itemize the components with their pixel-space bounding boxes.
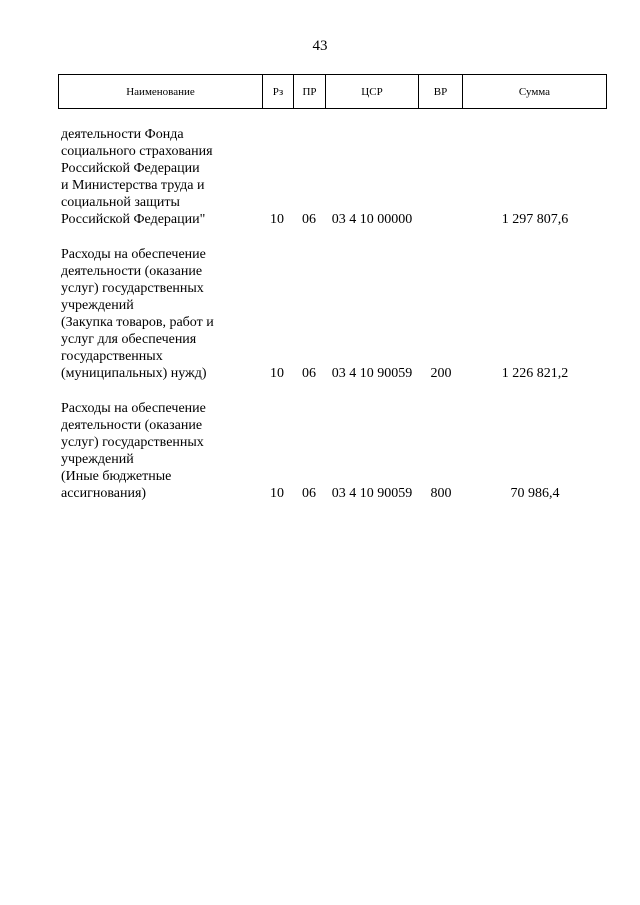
table-header	[58, 74, 607, 109]
row-pr: 06	[302, 366, 316, 381]
row-sum: 1 226 821,2	[501, 366, 569, 381]
row-vr: 800	[430, 486, 452, 501]
row-name: Расходы на обеспечение деятельности (оказание услуг) государственных учреждений (Закупка товаров, работ и услуг для обеспечения государственных (муниципальных) нужд)	[61, 247, 214, 381]
row-rz: 10	[270, 486, 284, 501]
header-vr: ВР	[419, 75, 463, 108]
page-number: 43	[312, 38, 328, 54]
header-sum: Сумма	[518, 85, 551, 98]
header-rz: Рз	[263, 75, 294, 108]
row-csr: 03 4 10 90059	[331, 486, 413, 501]
table-row	[61, 400, 607, 502]
row-rz: 10	[270, 212, 284, 227]
row-sum: 1 297 807,6	[501, 212, 569, 227]
header-name: Наименование	[59, 75, 263, 108]
row-pr: 06	[302, 212, 316, 227]
row-name: деятельности Фонда социального страхования Российской Федерации и Министерства труда и социальной защиты Российской Федерации"	[61, 127, 213, 227]
table-body	[61, 126, 607, 502]
header-csr: ЦСР	[326, 75, 419, 108]
row-sum: 70 986,4	[510, 486, 560, 501]
table-row	[61, 246, 607, 382]
header-pr: ПР	[294, 75, 326, 108]
row-vr: 200	[430, 366, 452, 381]
row-rz: 10	[270, 366, 284, 381]
row-pr: 06	[302, 486, 316, 501]
row-csr: 03 4 10 00000	[331, 212, 413, 227]
row-name: Расходы на обеспечение деятельности (оказание услуг) государственных учреждений (Иные бюджетные ассигнования)	[61, 401, 206, 501]
table-row	[61, 126, 607, 228]
row-csr: 03 4 10 90059	[331, 366, 413, 381]
